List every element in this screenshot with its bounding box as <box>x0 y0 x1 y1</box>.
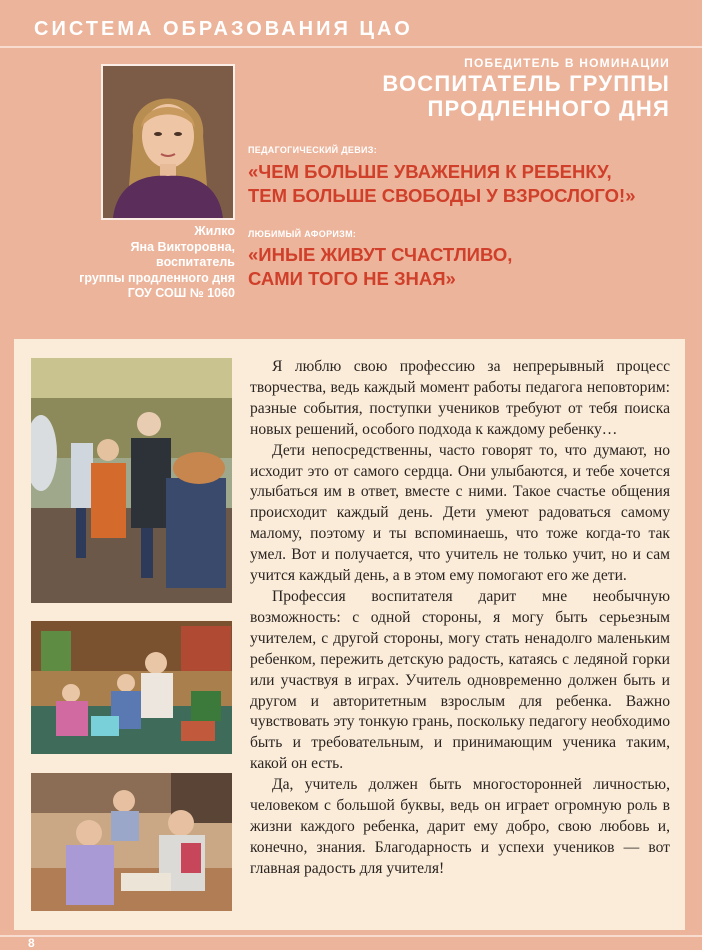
art-class-image <box>31 773 232 911</box>
article-paragraph: Профессия воспитателя дарит мне необычную возможность: с одной стороны, я могу быть серьезным учителем, с другой стороны, могу стать ненадолго маленьким ребенком, пережить детскую радость, катаясь с ледяной горки или участвуя в играх. Учитель одновременно должен быть и другом и авторитетным взрослым для ребенка. Важно чувствовать эту тонкую грань, поскольку педагогу необходимо быть и требовательным, и принимающим ученика таким, какой он есть. <box>250 587 670 773</box>
article-paragraph: Дети непосредственны, часто говорят то, что думают, но исходит это от самого сердца. Они улыбаются, и тебе хочется улыбаться им в ответ, вместе с ними. Такое счастье общения происходит каждый день. Дети умеют радоваться самому малому, поэтому и ты вспоминаешь, что тоже когда-то так умел. Вот и получается, что учитель не только учит, но и сам учится каждый день, а в этом ему помогают его же дети. <box>250 441 670 585</box>
winter-outing-image <box>31 358 232 603</box>
portrait-image <box>103 66 233 218</box>
section-title: СИСТЕМА ОБРАЗОВАНИЯ ЦАО <box>34 18 413 40</box>
caption-position: воспитатель <box>156 255 235 269</box>
teacher-portrait <box>101 64 235 220</box>
aphorism-label: ЛЮБИМЫЙ АФОРИЗМ: <box>248 229 357 239</box>
playroom-image <box>31 621 232 754</box>
header-divider <box>0 46 702 48</box>
motto-text <box>248 160 635 208</box>
article-paragraph: Да, учитель должен быть многосторонней личностью, человеком с большой буквы, ведь он играет огромную роль в жизни каждого ребенка, дарит ему добро, свою любовь и, конечно, знания. Благодарность и успехи учеников — вот главная радость для учителя! <box>250 776 670 877</box>
footer-divider <box>0 935 702 937</box>
caption-school: ГОУ СОШ № 1060 <box>127 286 235 300</box>
caption-name: Яна Викторовна, <box>130 239 235 254</box>
photo-art-class <box>31 773 232 911</box>
award-title-line-2: ПРОДЛЕННОГО ДНЯ <box>427 96 670 121</box>
award-title-line-1: ВОСПИТАТЕЛЬ ГРУППЫ <box>382 71 670 96</box>
photo-winter-outing <box>31 358 232 603</box>
article-paragraph: Я люблю свою профессию за непрерывный процесс творчества, ведь каждый момент работы педагога неповторим: разные события, поступки учеников требуют от тебя поиска новых решений, особого подхода к каждому ребенку… <box>250 358 670 438</box>
award-label: ПОБЕДИТЕЛЬ В НОМИНАЦИИ <box>464 56 670 70</box>
motto-label: ПЕДАГОГИЧЕСКИЙ ДЕВИЗ: <box>248 145 378 155</box>
award-title <box>382 71 670 121</box>
photo-playroom <box>31 621 232 754</box>
aphorism-text <box>248 243 512 291</box>
motto-line-1: «ЧЕМ БОЛЬШЕ УВАЖЕНИЯ К РЕБЕНКУ, <box>248 161 612 182</box>
caption-group: группы продленного дня <box>79 270 235 285</box>
aphorism-line-2: САМИ ТОГО НЕ ЗНАЯ» <box>248 268 456 289</box>
motto-line-2: ТЕМ БОЛЬШЕ СВОБОДЫ У ВЗРОСЛОГО!» <box>248 185 636 206</box>
teacher-caption <box>5 224 235 302</box>
page-number: 8 <box>28 936 35 950</box>
article-body <box>250 357 670 880</box>
caption-surname: Жилко <box>194 224 235 238</box>
aphorism-line-1: «ИНЫЕ ЖИВУТ СЧАСТЛИВО, <box>248 244 513 265</box>
